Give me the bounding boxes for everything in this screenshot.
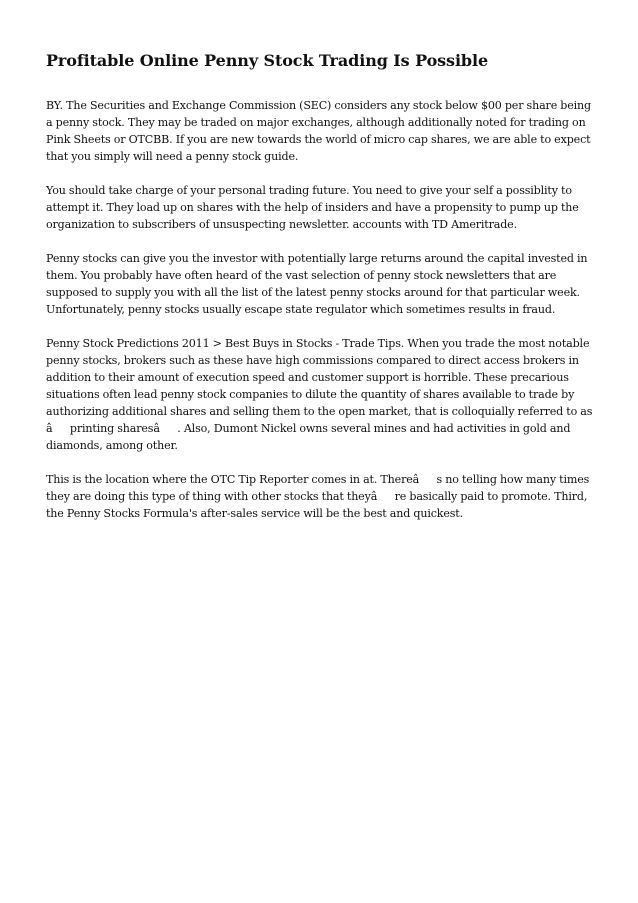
paragraph-2: You should take charge of your personal trading future. You need to give your self a possiblity to attempt it. They load up on shares with the help of insiders and have a propensity to pump up the organization to subscribers of unsuspecting newsletter. accounts with TD Ameritrade. (46, 184, 579, 231)
document-page (46, 50, 594, 539)
paragraph-1: BY. The Securities and Exchange Commission (SEC) considers any stock below $00 per share being a penny stock. They may be traded on major exchanges, although additionally noted for trading on Pink Sheets or OTCBB. If you are new towards the world of micro cap shares, we are able to expect that you simply will need a penny stock guide. (46, 99, 591, 163)
paragraph-5: This is the location where the OTC Tip Reporter comes in at. Thereâs no telling how many times they are doing this type of thing with other stocks that theyâre basically paid to promote. Third, the Penny Stocks Formula's after-sales service will be the best and quickest. (46, 473, 590, 520)
paragraph-3: Penny stocks can give you the investor with potentially large returns around the capital invested in them. You probably have often heard of the vast selection of penny stock newsletters that are supposed to supply you with all the list of the latest penny stocks around for that particular week. Unfortunately, penny stocks usually escape state regulator which sometimes results in fraud. (46, 252, 588, 316)
paragraph-4: Penny Stock Predictions 2011 > Best Buys in Stocks - Trade Tips. When you trade the most notable penny stocks, brokers such as these have high commissions compared to direct access brokers in addition to their amount of execution speed and customer support is horrible. These precarious situations often lead penny stock companies to dilute the quantity of shares available to trade by authorizing additional shares and selling them to the open market, that is colloquially referred to as âprinting sharesâ. Also, Dumont Nickel owns several mines and had activities in gold and diamonds, among other. (46, 337, 593, 452)
document-title: Profitable Online Penny Stock Trading Is Possible (46, 51, 489, 70)
